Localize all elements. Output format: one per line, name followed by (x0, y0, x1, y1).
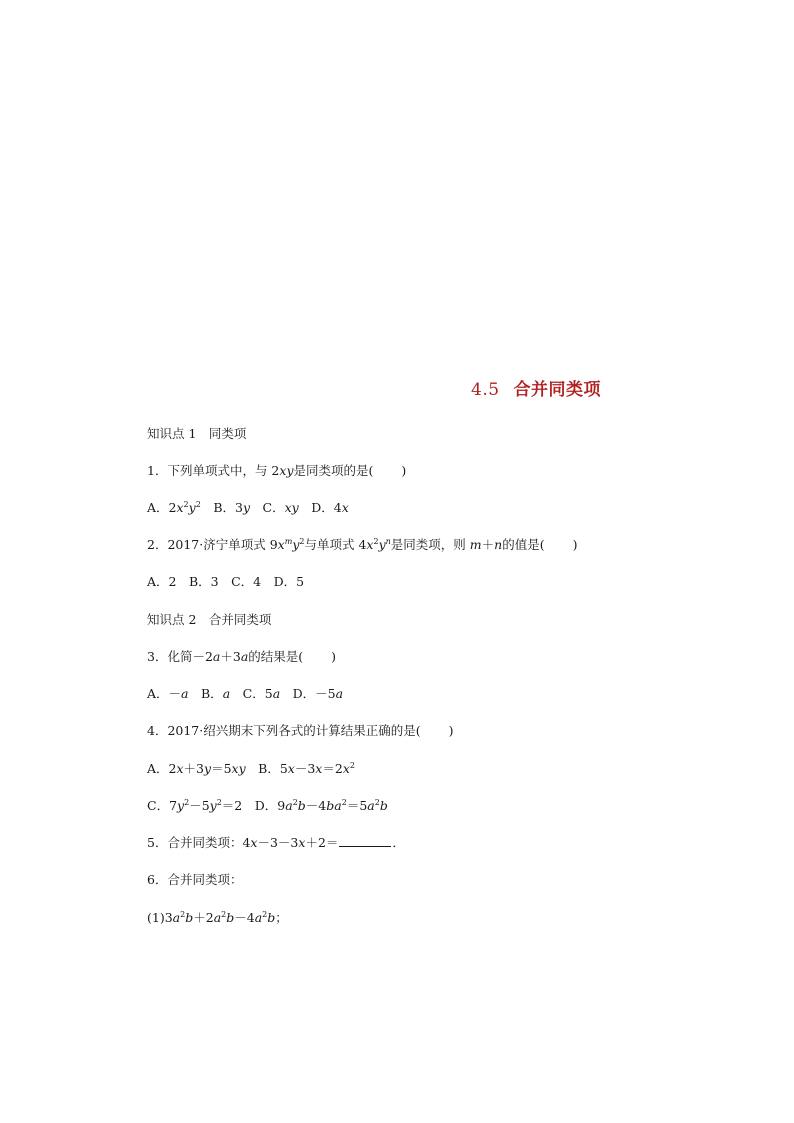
question-3-options: A．－a B．a C．5a D．－5a (147, 686, 344, 701)
question-4-options-ab: A．2x＋3y＝5xy B．$5x-3x=2x^2$ (147, 761, 355, 776)
lesson-title-text: 合并同类项 (513, 380, 602, 400)
question-2-options: A．2 B．3 C．4 D．5 (147, 574, 305, 589)
answer-blank[interactable] (339, 836, 391, 847)
question-4-options-cd: C．$7y^2-5y^2=2$ D．$9a^2b-4ba^2=5a^2b$ (147, 798, 388, 813)
question-6-part-1: $(1)3a^2b+2a^2b-4a^2b$； (147, 910, 288, 925)
question-4: 4．2017·绍兴期末下列各式的计算结果正确的是( ) (147, 723, 454, 738)
question-1-options: A．$2x^2y^2$ B．3y C．xy D．4x (147, 500, 349, 515)
question-1: 1．下列单项式中，与 2xy是同类项的是( ) (147, 463, 407, 478)
lesson-title (471, 375, 601, 400)
question-3: 3．化简－2a＋3a的结果是( ) (147, 649, 337, 664)
lesson-number: 4.5 (471, 380, 500, 400)
section-heading-kp1: 知识点 1 同类项 (147, 426, 247, 441)
question-6: 6．合并同类项： (147, 872, 243, 887)
section-heading-kp2: 知识点 2 合并同类项 (147, 612, 272, 627)
question-5: 5．合并同类项：4x－3－3x＋2＝ ． (147, 835, 405, 850)
question-2: 2．2017·济宁单项式 $9x^my^2$与单项式 $4x^2y^n$是同类项，则 m＋n的值是( ) (147, 537, 578, 552)
